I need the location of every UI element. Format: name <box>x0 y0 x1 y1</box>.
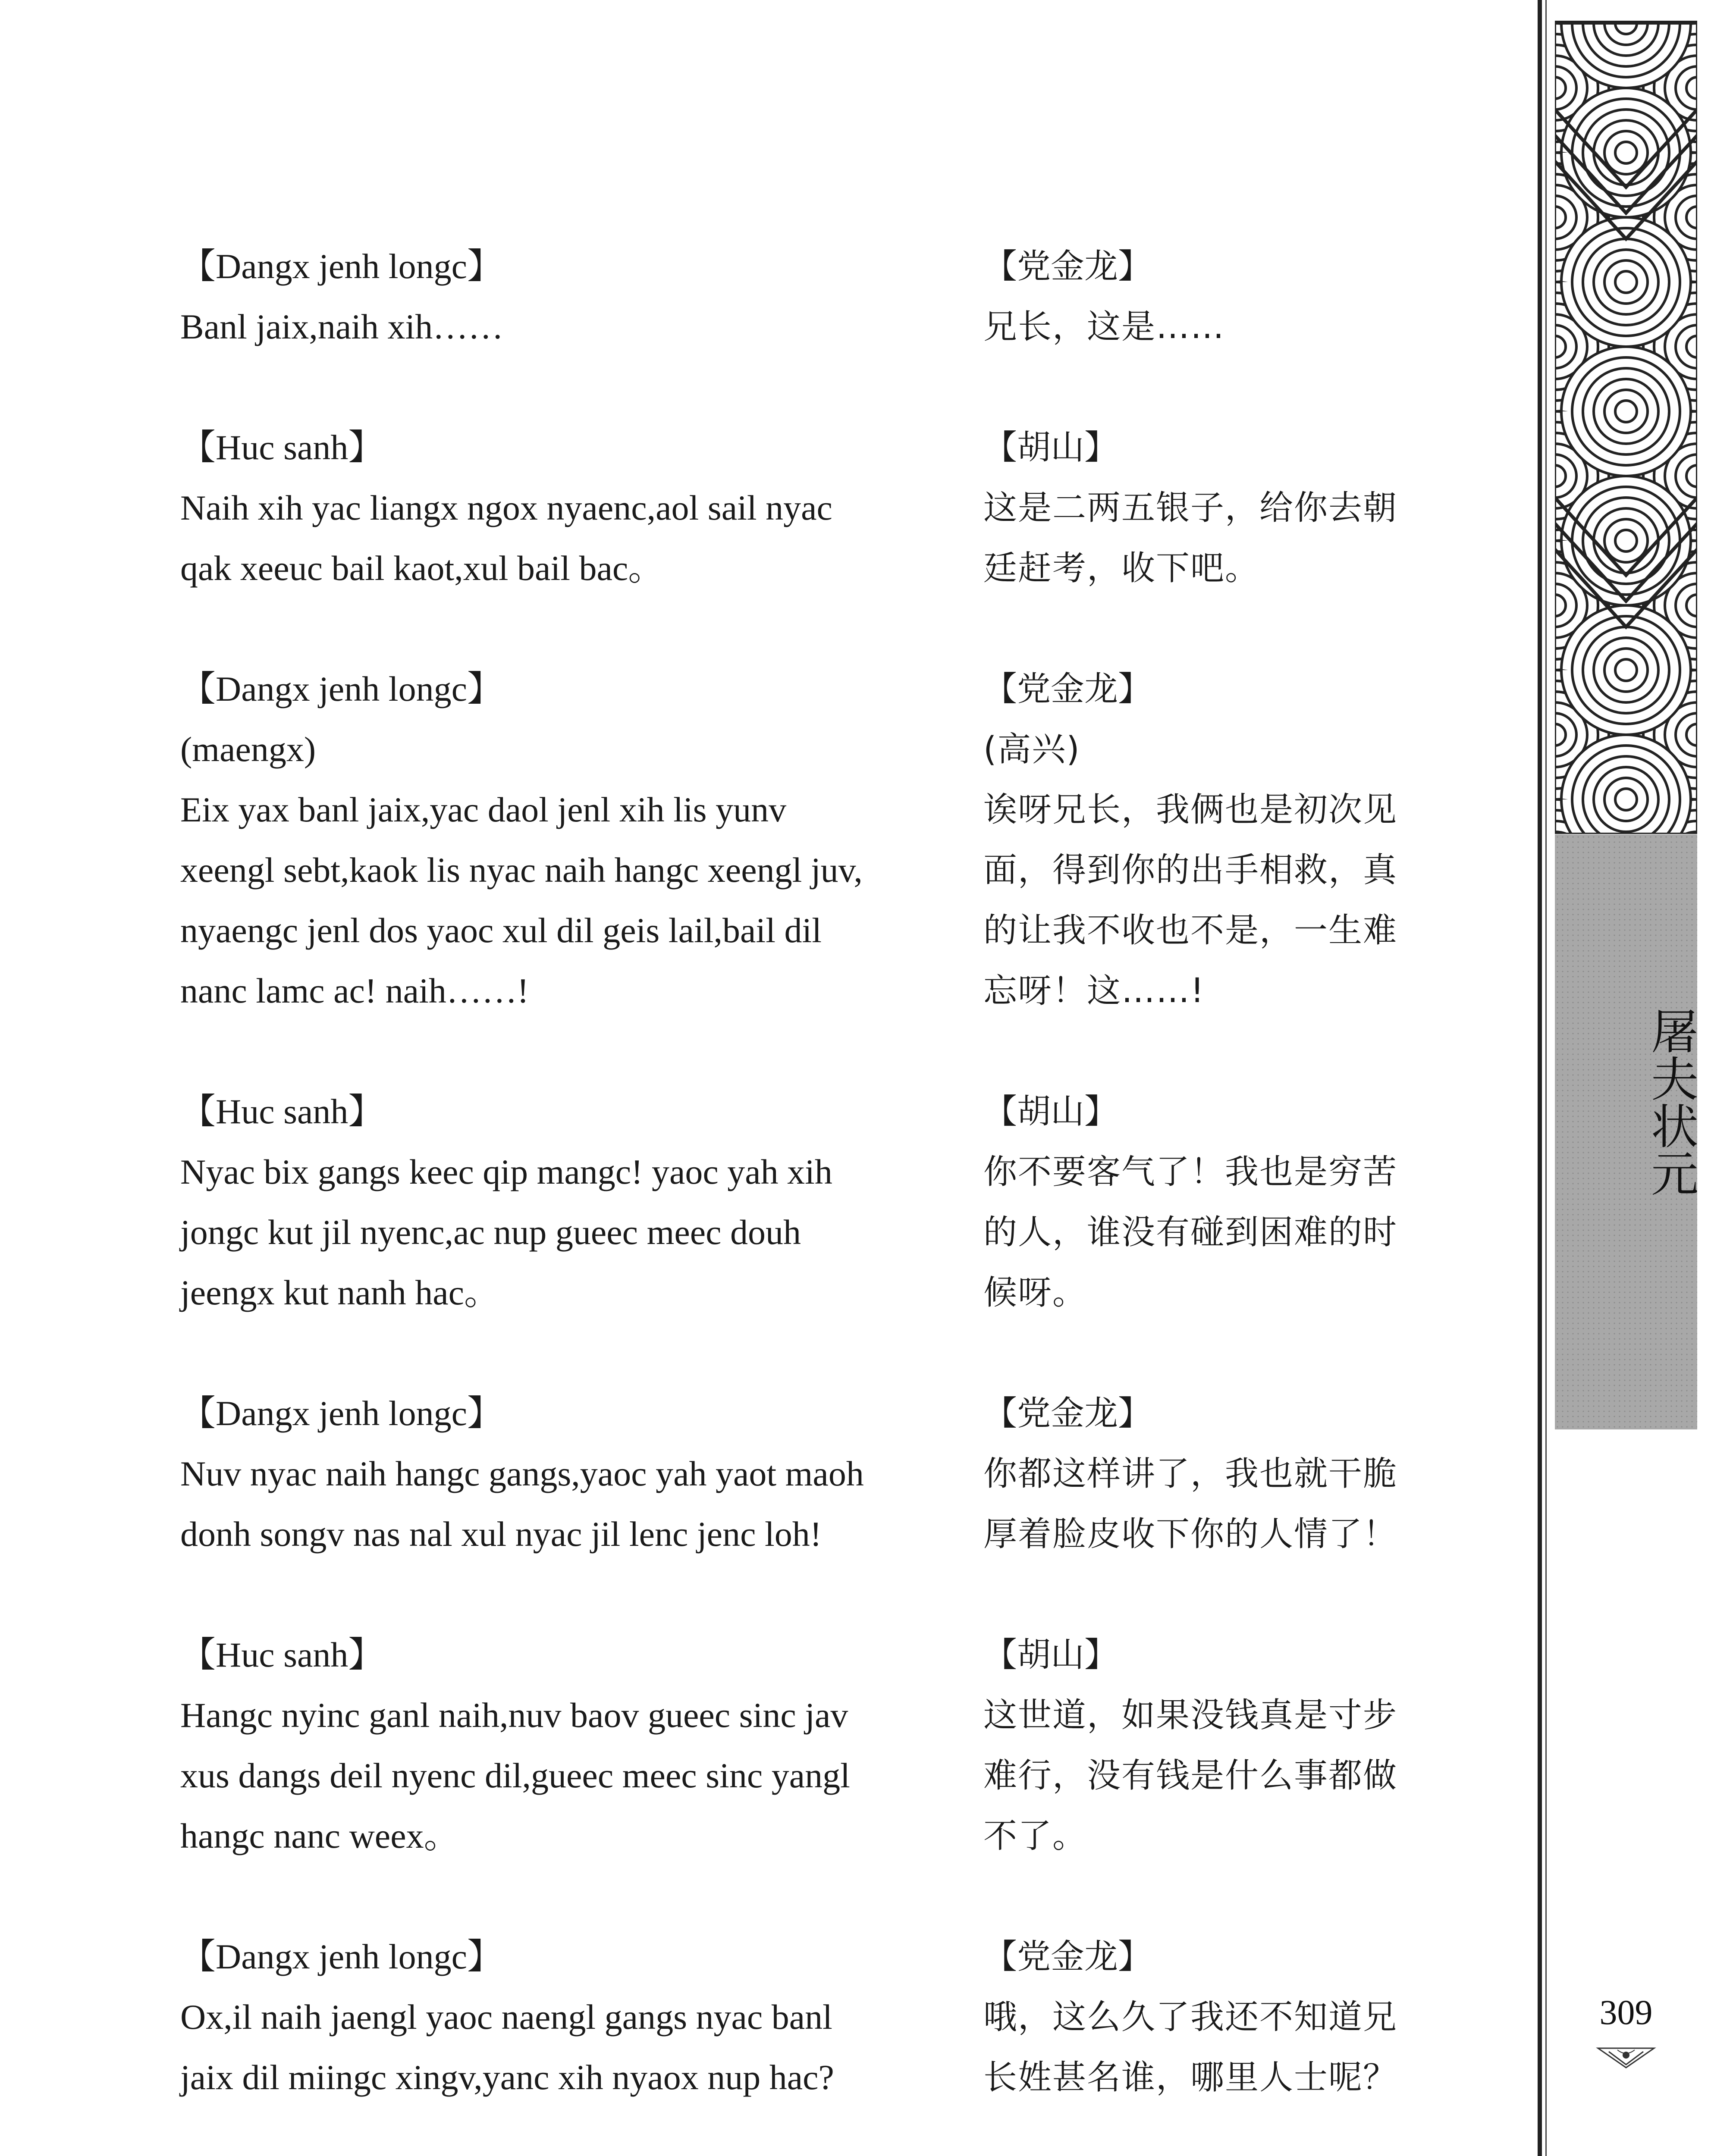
dialogue-line: Nuv nyac naih hangc gangs,yaoc yah yaot maoh <box>180 1454 864 1493</box>
speaker-label: 【Dangx jenh longc】 <box>180 1937 502 1976</box>
dialogue-block-left <box>180 417 939 599</box>
dialogue-line: jongc kut jil nyenc,ac nup gueec meec douh <box>180 1213 801 1252</box>
dialogue-line: 兄长，这是…… <box>983 307 1225 346</box>
speaker-label: 【胡山】 <box>983 1092 1118 1131</box>
dialogue-block-left <box>180 1625 939 1866</box>
dialogue-line: 面，得到你的出手相救，真 <box>983 851 1398 890</box>
dialogue-line: Hangc nyinc ganl naih,nuv baov gueec sinc jav <box>180 1695 848 1735</box>
dialogue-line: 哦，这么久了我还不知道兄 <box>983 1998 1398 2037</box>
dialogue-block-left <box>180 236 939 357</box>
stage-direction: (高兴) <box>983 730 1080 769</box>
dialogue-line: 廷赶考，收下吧。 <box>983 549 1260 588</box>
dialogue-line: 这世道，如果没钱真是寸步 <box>983 1696 1398 1735</box>
dialogue-block-left <box>180 659 939 1021</box>
dialogue-line: xeengl sebt,kaok lis nyac naih hangc xeengl juv, <box>180 850 863 890</box>
dialogue-line: 忘呀！这……! <box>983 971 1205 1010</box>
dialogue-block-right <box>983 417 1454 599</box>
dialogue-line: jeengx kut nanh hac。 <box>180 1273 500 1312</box>
dialogue-block-left <box>180 1081 939 1323</box>
speaker-label: 【党金龙】 <box>983 247 1152 286</box>
speaker-label: 【Dangx jenh longc】 <box>180 247 502 286</box>
speaker-label: 【Dangx jenh longc】 <box>180 669 502 708</box>
stage-direction: (maengx) <box>180 730 316 769</box>
dialogue-block-right <box>983 1927 1454 2108</box>
dialogue-line: qak xeeuc bail kaot,xul bail bac。 <box>180 548 664 588</box>
dialogue-line: Ox,il naih jaengl yaoc naengl gangs nyac banl <box>180 1997 832 2037</box>
dialogue-line: 的人，谁没有碰到困难的时 <box>983 1213 1398 1252</box>
cloud-pattern-svg <box>1555 23 1697 834</box>
dialogue-line: 长姓甚名谁，哪里人士呢？ <box>983 2058 1398 2097</box>
dialogue-line: Banl jaix,naih xih…… <box>180 307 504 346</box>
dialogue-block-left <box>180 1383 939 1564</box>
dialogue-line: 你不要客气了！我也是穷苦 <box>983 1153 1398 1191</box>
margin-rule <box>1538 0 1542 2156</box>
margin-rule-inner <box>1545 0 1547 2156</box>
speaker-label: 【Dangx jenh longc】 <box>180 1394 502 1433</box>
cloud-pattern-ornament <box>1555 21 1697 834</box>
dialogue-line: Nyac bix gangs keec qip mangc! yaoc yah xih <box>180 1152 832 1191</box>
dialogue-line: 厚着脸皮收下你的人情了！ <box>983 1515 1398 1554</box>
dialogue-line: hangc nanc weex。 <box>180 1816 459 1855</box>
page-number-ornament-icon <box>1596 2044 1656 2070</box>
dialogue-line: 的让我不收也不是，一生难 <box>983 911 1398 950</box>
dialogue-block-left <box>180 1927 939 2108</box>
book-title: 屠夫状元 <box>1643 1007 1698 1197</box>
dialogue-line: donh songv nas nal xul nyac jil lenc jenc loh! <box>180 1514 822 1554</box>
speaker-label: 【胡山】 <box>983 1636 1118 1674</box>
dialogue-line: Naih xih yac liangx ngox nyaenc,aol sail nyac <box>180 488 832 527</box>
speaker-label: 【Huc sanh】 <box>180 1635 384 1674</box>
dialogue-line: nyaengc jenl dos yaoc xul dil geis lail,bail dil <box>180 911 822 950</box>
dialogue-line: nanc lamc ac! naih……! <box>180 971 529 1010</box>
dialogue-block-right <box>983 1081 1454 1323</box>
book-title-tab <box>1555 834 1697 1429</box>
dialogue-block-right <box>983 659 1454 1021</box>
dialogue-line: 不了。 <box>983 1817 1087 1855</box>
dialogue-line: 诶呀兄长，我俩也是初次见 <box>983 790 1398 829</box>
speaker-label: 【Huc sanh】 <box>180 1092 384 1131</box>
speaker-label: 【党金龙】 <box>983 1937 1152 1976</box>
speaker-label: 【党金龙】 <box>983 1394 1152 1433</box>
dialogue-line: 难行，没有钱是什么事都做 <box>983 1756 1398 1795</box>
dialogue-line: 候呀。 <box>983 1273 1087 1312</box>
speaker-label: 【Huc sanh】 <box>180 428 384 467</box>
dialogue-block-right <box>983 236 1454 357</box>
dialogue-line: 这是二两五银子，给你去朝 <box>983 489 1398 527</box>
speaker-label: 【胡山】 <box>983 428 1118 467</box>
page-number: 309 <box>1599 1993 1653 2032</box>
dialogue-block-right <box>983 1625 1454 1866</box>
speaker-label: 【党金龙】 <box>983 670 1152 708</box>
dialogue-line: 你都这样讲了，我也就干脆 <box>983 1454 1398 1493</box>
dialogue-block-right <box>983 1383 1454 1564</box>
dialogue-line: jaix dil miingc xingv,yanc xih nyaox nup hac? <box>180 2058 834 2097</box>
dialogue-line: xus dangs deil nyenc dil,gueec meec sinc yangl <box>180 1756 850 1795</box>
dialogue-line: Eix yax banl jaix,yac daol jenl xih lis yunv <box>180 790 787 829</box>
